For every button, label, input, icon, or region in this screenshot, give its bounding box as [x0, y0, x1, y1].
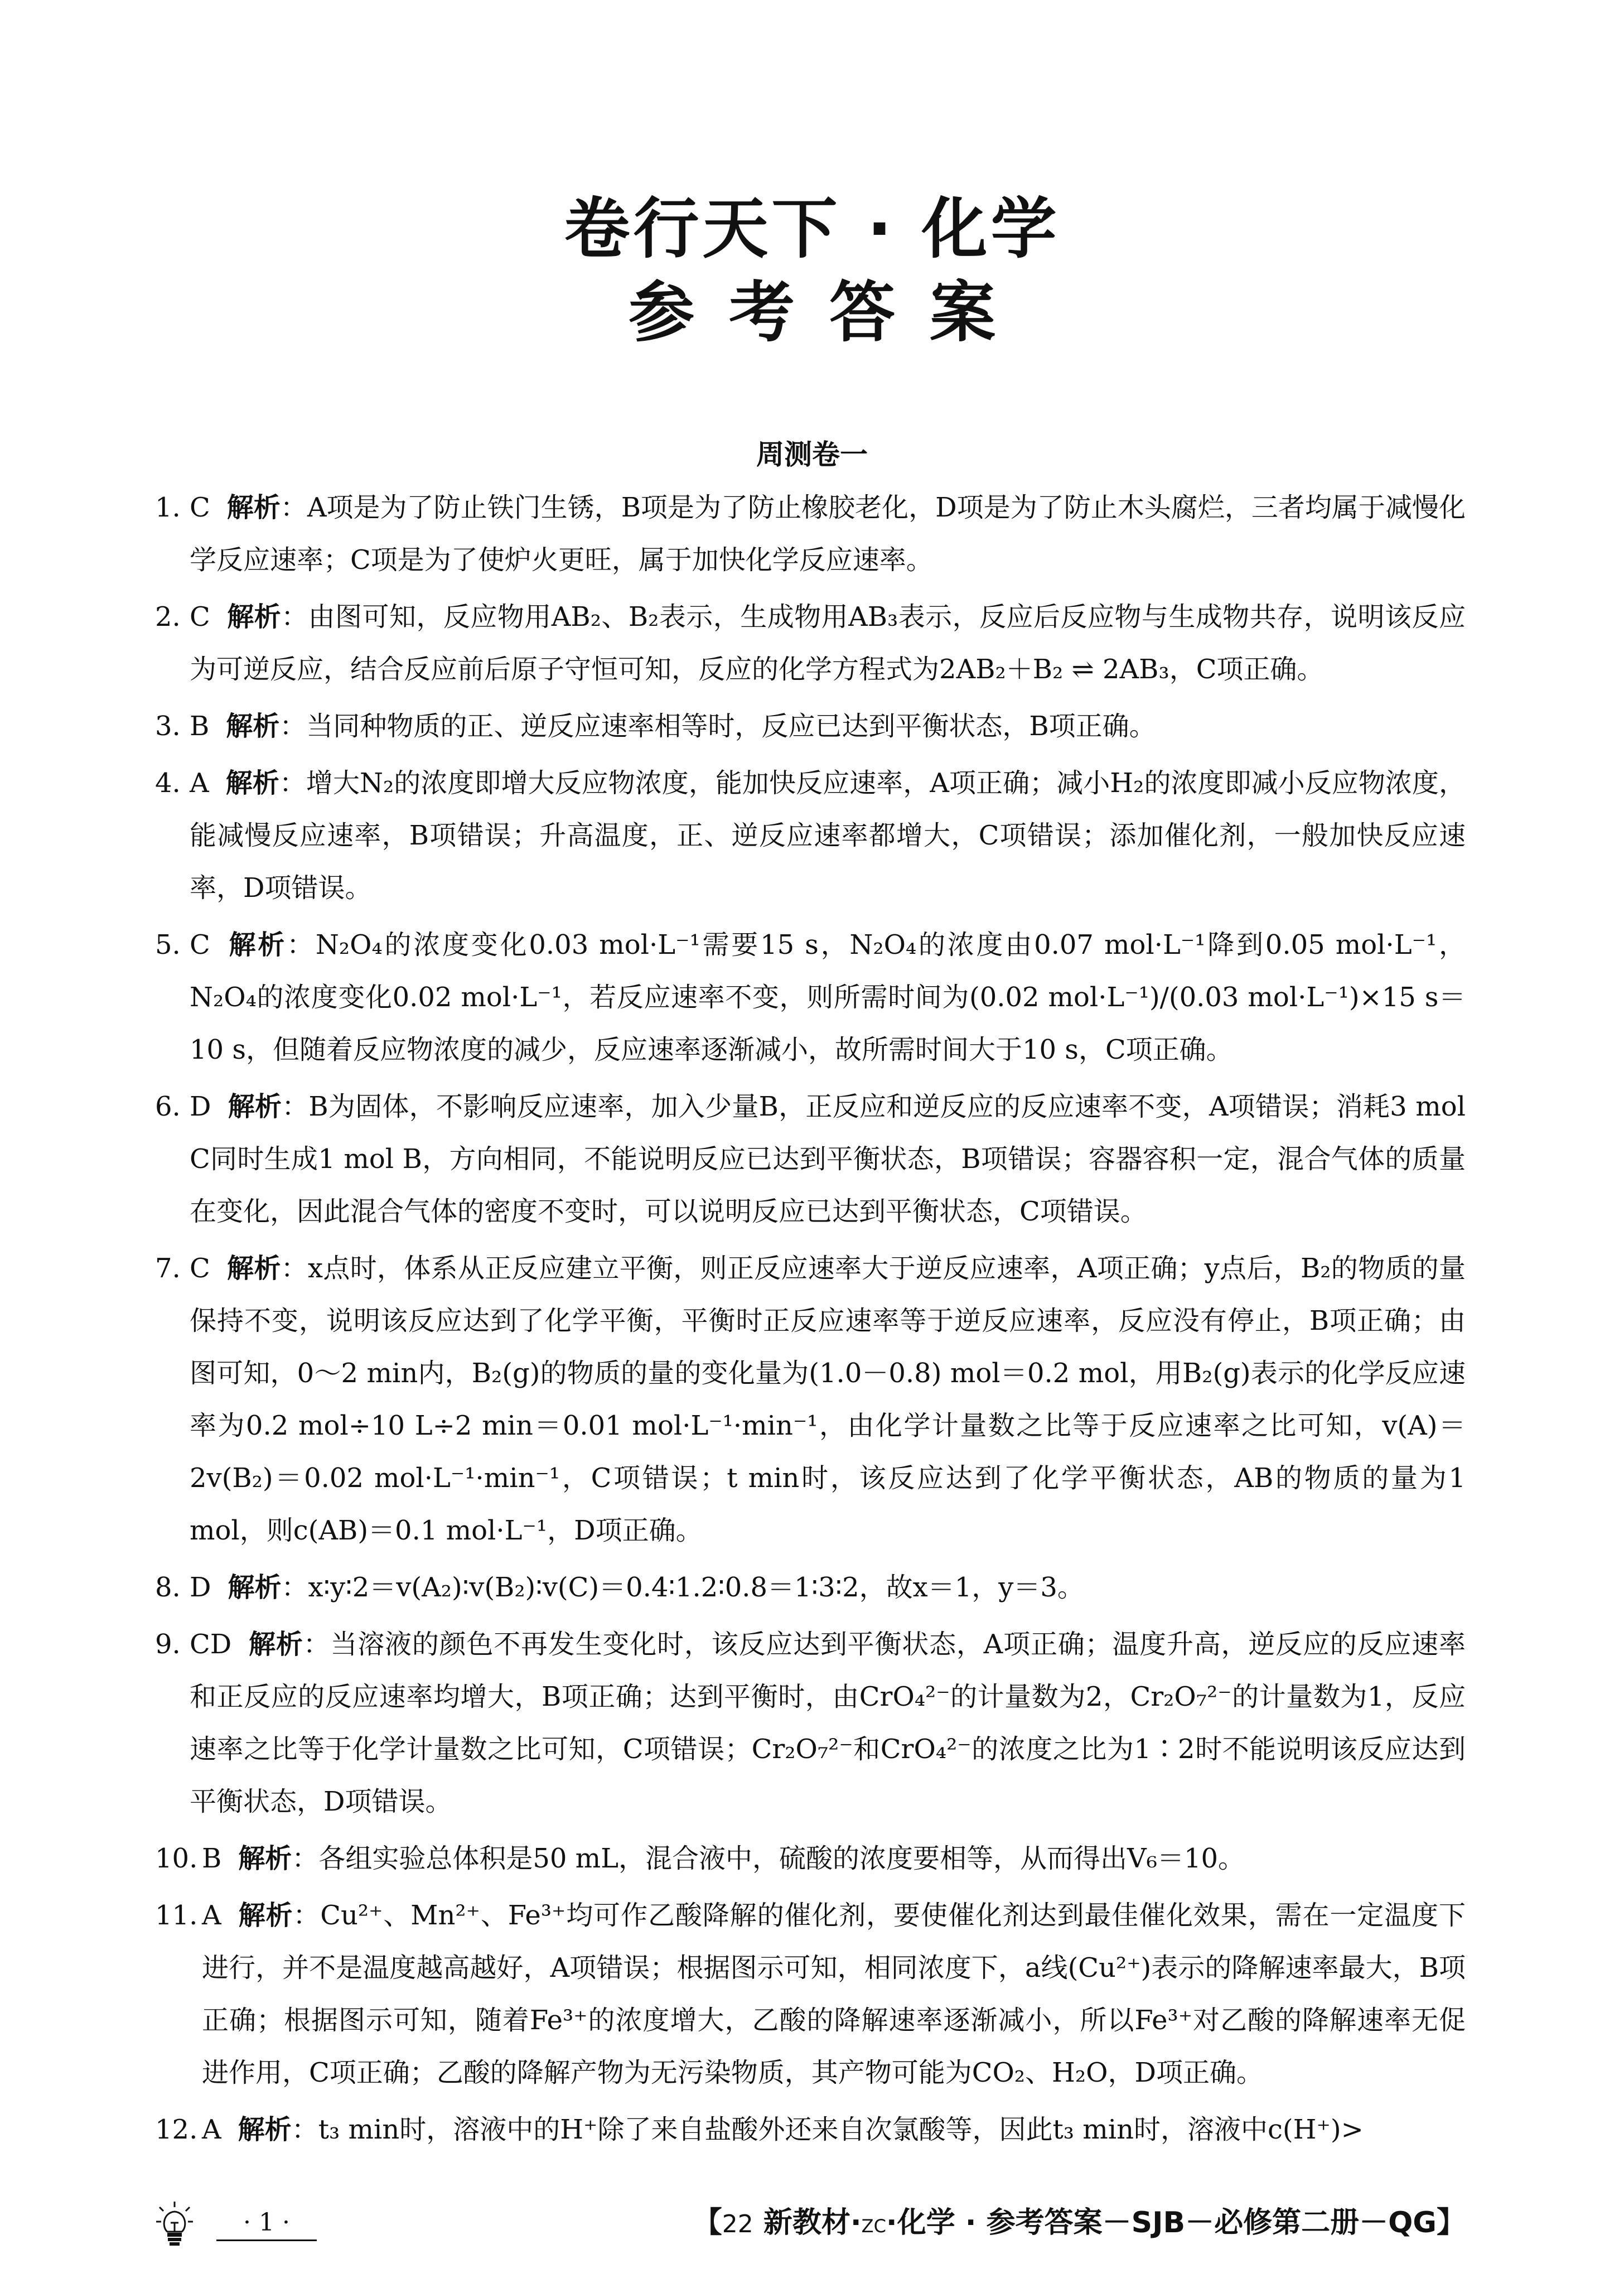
document-header [0, 187, 1624, 354]
analysis-label: 解析 [238, 1843, 292, 1874]
question-number: 1. [155, 492, 181, 523]
question-12: 12. A 解析：t₃ min时，溶液中的H⁺除了来自盐酸外还来自次氯酸等，因此t₃ min时，溶液中c(H⁺)> [155, 2103, 1466, 2156]
question-7: 7. C 解析：x点时，体系从正反应建立平衡，则正反应速率大于逆反应速率，A项正确；y点后，B₂的物质的量保持不变，说明该反应达到了化学平衡，平衡时正反应速率等于逆反应速率，反应没有停止，B项正确；由图可知，0～2 min内，B₂(g)的物质的量的变化量为(1.0－0.8) mol＝0.2 mol，用B₂(g)表示的化学反应速率为0.2 mol÷10 L÷2 min＝0.01 mol·L⁻¹·min⁻¹，由化学计量数之比等于反应速率之比可知，v(A)＝2v(B₂)＝0.02 mol·L⁻¹·min⁻¹，C项错误；t min时，该反应达到了化学平衡状态，AB的物质的量为1 mol，则c(AB)＝0.1 mol·L⁻¹，D项正确。 [155, 1242, 1466, 1557]
separator-dot: · [850, 2206, 862, 2239]
page-number: · 1 · [216, 2206, 317, 2241]
analysis-label: 解析 [226, 492, 281, 523]
answer-choice: CD [190, 1629, 232, 1660]
question-9: 9. CD 解析：当溶液的颜色不再发生变化时，该反应达到平衡状态，A项正确；温度升高，逆反应的反应速率和正反应的反应速率均增大，B项正确；达到平衡时，由CrO₄²⁻的计量数为2，Cr₂O₇²⁻的计量数为1，反应速率之比等于化学计量数之比可知，C项错误；Cr₂O₇²⁻和CrO₄²⁻的浓度之比为1∶2时不能说明该反应达到平衡状态，D项错误。 [155, 1618, 1466, 1828]
analysis-label: 解析 [228, 1572, 282, 1603]
question-number: 8. [155, 1572, 181, 1603]
question-number: 3. [155, 711, 181, 742]
analysis-text: x∶y∶2＝v(A₂)∶v(B₂)∶v(C)＝0.4∶1.2∶0.8＝1∶3∶2，故x＝1，y＝3。 [308, 1572, 1084, 1603]
question-number: 4. [155, 768, 181, 799]
question-3: 3. B 解析：当同种物质的正、逆反应速率相等时，反应已达到平衡状态，B项正确。 [155, 700, 1466, 752]
question-2: 2. C 解析：由图可知，反应物用AB₂、B₂表示，生成物用AB₃表示，反应后反应物与生成物共存，说明该反应为可逆反应，结合反应前后原子守恒可知，反应的化学方程式为2AB₂＋B₂ ⇌ 2AB₃，C项正确。 [155, 591, 1466, 696]
zc-code: ZC [861, 2216, 886, 2237]
analysis-text: 由图可知，反应物用AB₂、B₂表示，生成物用AB₃表示，反应后反应物与生成物共存，说明该反应为可逆反应，结合反应前后原子守恒可知，反应的化学方程式为2AB₂＋B₂ ⇌ 2AB₃，C项正确。 [190, 601, 1466, 685]
sub-title: 参考答案 [628, 274, 1030, 351]
answer-choice: B [190, 711, 210, 742]
answer-choice: A [202, 2114, 221, 2145]
analysis-label: 解析 [238, 1900, 293, 1931]
subject-code: 化学 · 参考答案－SJB－必修第二册－QG [897, 2206, 1437, 2239]
question-number: 12. [155, 2114, 198, 2145]
question-number: 5. [155, 929, 181, 960]
question-4: 4. A 解析：增大N₂的浓度即增大反应物浓度，能加快反应速率，A项正确；减小H₂的浓度即减小反应物浓度，能减慢反应速率，B项错误；升高温度，正、逆反应速率都增大，C项错误；添加催化剂，一般加快反应速率，D项错误。 [155, 757, 1466, 914]
question-5: 5. C 解析：N₂O₄的浓度变化0.03 mol·L⁻¹需要15 s，N₂O₄的浓度由0.07 mol·L⁻¹降到0.05 mol·L⁻¹，N₂O₄的浓度变化0.02 mol·L⁻¹，若反应速率不变，则所需时间为(0.02 mol·L⁻¹)/(0.03 mol·L⁻¹)×15 s＝10 s，但随着反应物浓度的减少，反应速率逐渐减小，故所需时间大于10 s，C项正确。 [155, 919, 1466, 1076]
question-1: 1. C 解析：A项是为了防止铁门生锈，B项是为了防止橡胶老化，D项是为了防止木头腐烂，三者均属于减慢化学反应速率；C项是为了使炉火更旺，属于加快化学反应速率。 [155, 481, 1466, 586]
analysis-text: 当溶液的颜色不再发生变化时，该反应达到平衡状态，A项正确；温度升高，逆反应的反应速率和正反应的反应速率均增大，B项正确；达到平衡时，由CrO₄²⁻的计量数为2，Cr₂O₇²⁻的计量数为1，反应速率之比等于化学计量数之比可知，C项错误；Cr₂O₇²⁻和CrO₄²⁻的浓度之比为1∶2时不能说明该反应达到平衡状态，D项错误。 [190, 1629, 1466, 1817]
answer-choice: C [190, 492, 210, 523]
analysis-label: 解析 [248, 1629, 303, 1660]
analysis-text: 各组实验总体积是50 mL，混合液中，硫酸的浓度要相等，从而得出V₆＝10。 [318, 1843, 1245, 1874]
series-name: 新教材 [763, 2206, 850, 2239]
analysis-label: 解析 [225, 768, 279, 799]
analysis-label: 解析 [228, 1091, 282, 1122]
analysis-text: Cu²⁺、Mn²⁺、Fe³⁺均可作乙酸降解的催化剂，要使催化剂达到最佳催化效果，需在一定温度下进行，并不是温度越高越好，A项错误；根据图示可知，相同浓度下，a线(Cu²⁺)表示的降解速率最大，B项正确；根据图示可知，随着Fe³⁺的浓度增大，乙酸的降解速率逐渐减小，所以Fe³⁺对乙酸的降解速率无促进作用，C项正确；乙酸的降解产物为无污染物质，其产物可能为CO₂、H₂O，D项正确。 [202, 1900, 1466, 2088]
question-number: 7. [155, 1253, 181, 1284]
analysis-text: N₂O₄的浓度变化0.03 mol·L⁻¹需要15 s，N₂O₄的浓度由0.07 mol·L⁻¹降到0.05 mol·L⁻¹，N₂O₄的浓度变化0.02 mol·L⁻¹，若反应速率不变，则所需时间为(0.02 mol·L⁻¹)/(0.03 mol·L⁻¹)×15 s＝10 s，但随着反应物浓度的减少，反应速率逐渐减小，故所需时间大于10 s，C项正确。 [190, 929, 1466, 1065]
main-title: 卷行天下 · 化学 [564, 190, 1060, 267]
analysis-text: t₃ min时，溶液中的H⁺除了来自盐酸外还来自次氯酸等，因此t₃ min时，溶液中c(H⁺)> [318, 2114, 1364, 2145]
answer-choice: C [190, 929, 210, 960]
answer-choice: D [190, 1091, 211, 1122]
analysis-label: 解析 [238, 2114, 292, 2145]
analysis-text: A项是为了防止铁门生锈，B项是为了防止橡胶老化，D项是为了防止木头腐烂，三者均属于减慢化学反应速率；C项是为了使炉火更旺，属于加快化学反应速率。 [190, 492, 1466, 576]
question-10: 10. B 解析：各组实验总体积是50 mL，混合液中，硫酸的浓度要相等，从而得出V₆＝10。 [155, 1832, 1466, 1885]
question-number: 10. [155, 1843, 198, 1874]
answer-choice: C [190, 601, 210, 633]
answer-list [155, 481, 1466, 2160]
analysis-text: 当同种物质的正、逆反应速率相等时，反应已达到平衡状态，B项正确。 [306, 711, 1156, 742]
page-footer [155, 2200, 1466, 2251]
answer-choice: A [202, 1900, 221, 1931]
analysis-label: 解析 [226, 711, 280, 742]
analysis-label: 解析 [226, 929, 287, 960]
separator-dot: · [886, 2206, 897, 2239]
lightbulb-icon [155, 2200, 194, 2248]
question-number: 11. [155, 1900, 198, 1931]
question-6: 6. D 解析：B为固体，不影响反应速率，加入少量B，正反应和逆反应的反应速率不变，A项错误；消耗3 mol C同时生成1 mol B，方向相同，不能说明反应已达到平衡状态，B项错误；容器容积一定，混合气体的质量在变化，因此混合气体的密度不变时，可以说明反应已达到平衡状态，C项错误。 [155, 1080, 1466, 1238]
answer-choice: B [202, 1843, 222, 1874]
question-number: 6. [155, 1091, 181, 1122]
analysis-label: 解析 [226, 601, 282, 633]
answer-choice: C [190, 1253, 210, 1284]
question-number: 2. [155, 601, 181, 633]
question-11: 11. A 解析：Cu²⁺、Mn²⁺、Fe³⁺均可作乙酸降解的催化剂，要使催化剂达到最佳催化效果，需在一定温度下进行，并不是温度越高越好，A项错误；根据图示可知，相同浓度下，a线(Cu²⁺)表示的降解速率最大，B项正确；根据图示可知，随着Fe³⁺的浓度增大，乙酸的降解速率逐渐减小，所以Fe³⁺对乙酸的降解速率无促进作用，C项正确；乙酸的降解产物为无污染物质，其产物可能为CO₂、H₂O，D项正确。 [155, 1889, 1466, 2099]
bracket-close: 】 [1436, 2206, 1466, 2239]
analysis-text: x点时，体系从正反应建立平衡，则正反应速率大于逆反应速率，A项正确；y点后，B₂的物质的量保持不变，说明该反应达到了化学平衡，平衡时正反应速率等于逆反应速率，反应没有停止，B项正确；由图可知，0～2 min内，B₂(g)的物质的量的变化量为(1.0－0.8) mol＝0.2 mol，用B₂(g)表示的化学反应速率为0.2 mol÷10 L÷2 min＝0.01 mol·L⁻¹·min⁻¹，由化学计量数之比等于反应速率之比可知，v(A)＝2v(B₂)＝0.02 mol·L⁻¹·min⁻¹，C项错误；t min时，该反应达到了化学平衡状态，AB的物质的量为1 mol，则c(AB)＝0.1 mol·L⁻¹，D项正确。 [190, 1253, 1466, 1546]
analysis-label: 解析 [226, 1253, 281, 1284]
question-number: 9. [155, 1629, 181, 1660]
section-title: 周测卷一 [756, 438, 868, 471]
answer-choice: A [190, 768, 209, 799]
bracket-open: 【 [693, 2206, 722, 2239]
analysis-text: B为固体，不影响反应速率，加入少量B，正反应和逆反应的反应速率不变，A项错误；消耗3 mol C同时生成1 mol B，方向相同，不能说明反应已达到平衡状态，B项错误；容器容积一定，混合气体的质量在变化，因此混合气体的密度不变时，可以说明反应已达到平衡状态，C项错误。 [190, 1091, 1466, 1227]
series-label [693, 2205, 1466, 2244]
edition-number: 22 [722, 2210, 753, 2238]
answer-choice: D [190, 1572, 211, 1603]
analysis-text: 增大N₂的浓度即增大反应物浓度，能加快反应速率，A项正确；减小H₂的浓度即减小反应物浓度，能减慢反应速率，B项错误；升高温度，正、逆反应速率都增大，C项错误；添加催化剂，一般加快反应速率，D项错误。 [190, 768, 1466, 904]
question-8: 8. D 解析：x∶y∶2＝v(A₂)∶v(B₂)∶v(C)＝0.4∶1.2∶0.8＝1∶3∶2，故x＝1，y＝3。 [155, 1561, 1466, 1614]
